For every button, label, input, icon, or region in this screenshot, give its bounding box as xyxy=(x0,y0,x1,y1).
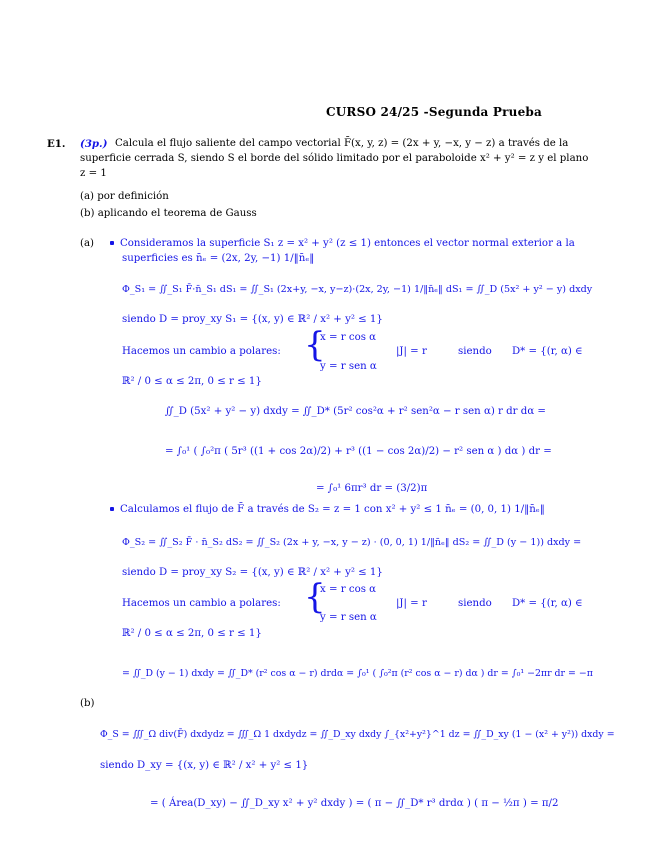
flux-s1-equation: Φ_S₁ = ∬_S₁ F̄·n̄_S₁ dS₁ = ∬_S₁ (2x+y, −x, y−z)·(2x, 2y, −1) 1/‖n̄ₑ‖ dS₁ = ∬_D (5x² + y² − y) dxdy xyxy=(122,284,593,295)
domain-dxy: siendo D_xy = {(x, y) ∈ ℝ² / x² + y² ≤ 1} xyxy=(100,760,309,771)
jacobian-1: |J| = r xyxy=(396,346,427,357)
domain-d-1: siendo D = proy_xy S₁ = {(x, y) ∈ ℝ² / x² + y² ≤ 1} xyxy=(122,314,383,325)
polar-change-text-1: Hacemos un cambio a polares: xyxy=(122,346,281,357)
brace-2: { xyxy=(304,577,326,617)
gauss-equation: Φ_S = ∭_Ω div(F̄) dxdydz = ∭_Ω 1 dxdydz = ∬_D_xy dxdy ∫_{x²+y²}^1 dz = ∬_D_xy (1 − (x² + y²)) dxdy = xyxy=(100,729,615,740)
statement-line-1: Calcula el flujo saliente del campo vectorial F̄(x, y, z) = (2x + y, −x, y − z) a través de la xyxy=(115,138,569,149)
polar-y-2: y = r sen α xyxy=(320,612,377,623)
polar-change-text-2: Hacemos un cambio a polares: xyxy=(122,598,281,609)
dstar-1-cont: ℝ² / 0 ≤ α ≤ 2π, 0 ≤ r ≤ 1} xyxy=(122,376,262,387)
polar-x-2: x = r cos α xyxy=(320,584,377,595)
polar-x-1: x = r cos α xyxy=(320,332,377,343)
part-a: (a) por definición xyxy=(80,191,169,202)
bullet-1-line-1: Consideramos la superficie S₁ z = x² + y² (z ≤ 1) entonces el vector normal exterior a la xyxy=(110,237,575,251)
integral-line-4: = ∬_D (y − 1) dxdy = ∬_D* (r² cos α − r) drdα = ∫₀¹ ( ∫₀²π (r² cos α − r) dα ) dr = ∫₀¹ −2πr dr = −π xyxy=(122,668,593,679)
siendo-2: siendo xyxy=(458,598,492,609)
part-b: (b) aplicando el teorema de Gauss xyxy=(80,208,257,219)
statement-line-2: superficie cerrada S, siendo S el borde del sólido limitado por el paraboloide x² + y² = z y el plano xyxy=(80,153,589,164)
flux-s2-equation: Φ_S₂ = ∬_S₂ F̄ · n̄_S₂ dS₂ = ∬_S₂ (2x + y, −x, y − z) · (0, 0, 1) 1/‖n̄ₑ‖ dS₂ = ∬_D (y − 1)) dxdy = xyxy=(122,537,582,548)
integral-line-1: ∬_D (5x² + y² − y) dxdy = ∬_D* (5r² cos²α + r² sen²α − r sen α) r dr dα = xyxy=(165,406,546,417)
solution-b-label: (b) xyxy=(80,698,95,709)
solution-a-label: (a) xyxy=(80,238,95,249)
dstar-1: D* = {(r, α) ∈ xyxy=(512,346,583,357)
dstar-2: D* = {(r, α) ∈ xyxy=(512,598,583,609)
bullet-icon xyxy=(110,507,114,511)
siendo-1: siendo xyxy=(458,346,492,357)
page-title: CURSO 24/25 -Segunda Prueba xyxy=(326,105,542,119)
problem-number: E1. xyxy=(47,138,66,150)
statement-line-3: z = 1 xyxy=(80,168,107,179)
jacobian-2: |J| = r xyxy=(396,598,427,609)
final-equation: = ( Área(D_xy) − ∬_D_xy x² + y² dxdy ) = ( π − ∬_D* r³ drdα ) ( π − ½π ) = π/2 xyxy=(150,798,559,809)
integral-line-2: = ∫₀¹ ( ∫₀²π ( 5r³ ((1 + cos 2α)/2) + r³ ((1 − cos 2α)/2) − r² sen α ) dα ) dr = xyxy=(165,446,552,457)
domain-d-2: siendo D = proy_xy S₂ = {(x, y) ∈ ℝ² / x² + y² ≤ 1} xyxy=(122,567,383,578)
bullet-1-line-2: superficies es n̄ₑ = (2x, 2y, −1) 1/‖n̄ₑ‖ xyxy=(122,253,315,264)
brace-1: { xyxy=(304,325,326,365)
bullet-2-line-1: Calculamos el flujo de F̄ a través de S₂ = z = 1 con x² + y² ≤ 1 n̄ₑ = (0, 0, 1) 1/‖n̄ₑ‖ xyxy=(110,503,545,517)
problem-points: (3p.) xyxy=(80,138,108,150)
polar-y-1: y = r sen α xyxy=(320,361,377,372)
integral-line-3: = ∫₀¹ 6πr³ dr = (3/2)π xyxy=(316,483,428,494)
dstar-2-cont: ℝ² / 0 ≤ α ≤ 2π, 0 ≤ r ≤ 1} xyxy=(122,628,262,639)
bullet-icon xyxy=(110,241,114,245)
